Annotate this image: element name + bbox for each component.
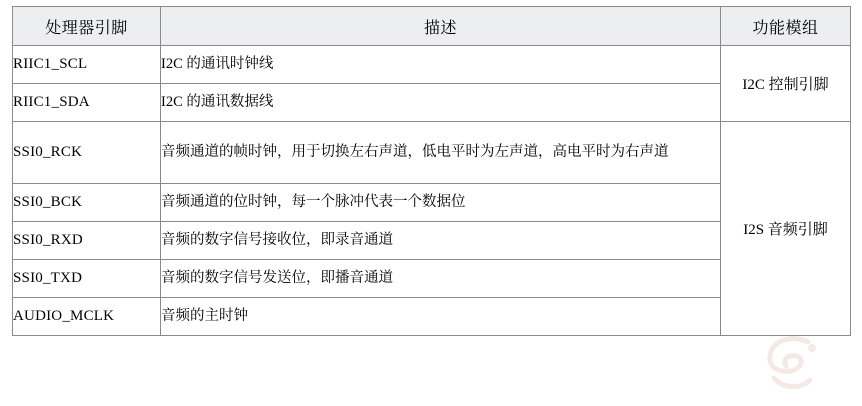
cell-description: 音频通道的帧时钟，用于切换左右声道，低电平时为左声道，高电平时为右声道 [161, 122, 721, 184]
table-row [13, 46, 851, 84]
cell-description: I2C 的通讯时钟线 [161, 46, 721, 84]
table-row [13, 122, 851, 184]
cell-pin: AUDIO_MCLK [13, 298, 161, 336]
pin-description-table [12, 6, 851, 336]
cell-description: 音频的数字信号发送位，即播音通道 [161, 260, 721, 298]
cell-pin: RIIC1_SCL [13, 46, 161, 84]
header-cell-pin: 处理器引脚 [13, 7, 161, 46]
cell-description: I2C 的通讯数据线 [161, 84, 721, 122]
cell-module: I2S 音频引脚 [721, 122, 851, 336]
cell-description: 音频的数字信号接收位，即录音通道 [161, 222, 721, 260]
logo-watermark-icon [750, 328, 828, 400]
cell-pin: SSI0_BCK [13, 184, 161, 222]
cell-pin: SSI0_RCK [13, 122, 161, 184]
cell-description: 音频的主时钟 [161, 298, 721, 336]
cell-description: 音频通道的位时钟，每一个脉冲代表一个数据位 [161, 184, 721, 222]
cell-pin: RIIC1_SDA [13, 84, 161, 122]
cell-pin: SSI0_RXD [13, 222, 161, 260]
table-header-row [13, 7, 851, 46]
document-page [0, 6, 862, 406]
cell-pin: SSI0_TXD [13, 260, 161, 298]
cell-module: I2C 控制引脚 [721, 46, 851, 122]
header-cell-module: 功能模组 [721, 7, 851, 46]
header-cell-description: 描述 [161, 7, 721, 46]
